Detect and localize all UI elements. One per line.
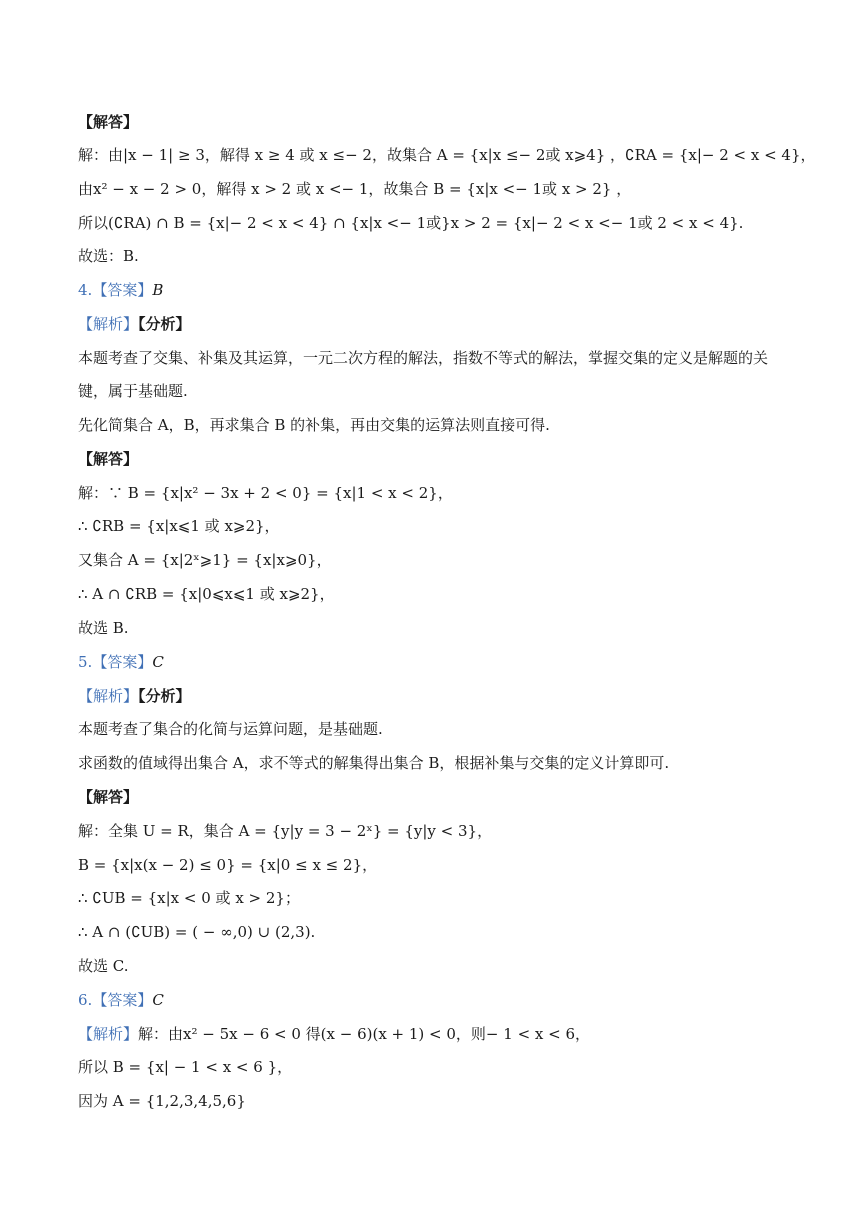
q4-answer-tag: 【答案】 xyxy=(92,281,153,299)
q4-fenxi-tag: 【分析】 xyxy=(138,315,191,333)
q4-solve-line-5: 故选 B. xyxy=(78,619,129,637)
q5-solve-line-2: B = {x|x(x − 2) ≤ 0} = {x|0 ≤ x ≤ 2}， xyxy=(78,856,378,874)
q6-answer: C xyxy=(152,991,164,1009)
q4-solve-line-3: 又集合 A = {x|2ˣ⩾1} = {x|x⩾0}， xyxy=(78,551,332,569)
q6-analysis-line xyxy=(78,1024,590,1044)
q5-answer-tag: 【答案】 xyxy=(92,653,153,671)
q6-solve-line-1: 解：由x² − 5x − 6 < 0 得(x − 6)(x + 1) < 0，则− 1 < x < 6， xyxy=(138,1025,591,1043)
q5-solve-line-5: 故选 C. xyxy=(78,957,129,975)
q4-solve-line-2: ∴ ∁RB = {x|x⩽1 或 x⩾2}， xyxy=(78,517,280,535)
q5-solve-header: 【解答】 xyxy=(78,788,139,806)
q6-analysis-tag: 【解析】 xyxy=(78,1025,139,1043)
q5-answer: C xyxy=(152,653,164,671)
q5-analysis-text-1: 本题考查了集合的化简与运算问题，是基础题. xyxy=(78,720,383,738)
q4-answer: B xyxy=(152,281,164,299)
q4-solve-line-4: ∴ A ∩ ∁RB = {x|0⩽x⩽1 或 x⩾2}， xyxy=(78,585,335,603)
q3-solve-line-2: 由x² − x − 2 > 0，解得 x > 2 或 x <− 1，故集合 B = {x|x <− 1或 x > 2} ， xyxy=(78,180,632,198)
q5-solve-line-3: ∴ ∁UB = {x|x < 0 或 x > 2}； xyxy=(78,889,300,907)
q5-analysis-text-2: 求函数的值域得出集合 A，求不等式的解集得出集合 B，根据补集与交集的定义计算即可. xyxy=(78,754,670,772)
q6-solve-line-2: 所以 B = {x| − 1 < x < 6 }， xyxy=(78,1058,293,1076)
q4-analysis-text-1: 本题考查了交集、补集及其运算，一元二次方程的解法，指数不等式的解法，掌握交集的定义是解题的关 xyxy=(78,349,769,367)
q4-analysis-text-2: 键，属于基础题. xyxy=(78,382,188,400)
q3-solve-line-3: 所以(∁RA) ∩ B = {x|− 2 < x < 4} ∩ {x|x <− 1或}x > 2 = {x|− 2 < x <− 1或 2 < x < 4}. xyxy=(78,214,744,232)
q4-number: 4. xyxy=(78,281,93,299)
q5-number: 5. xyxy=(78,653,93,671)
q5-answer-line xyxy=(78,652,164,672)
q5-solve-line-4: ∴ A ∩ (∁UB) = ( − ∞,0) ∪ (2,3). xyxy=(78,923,316,941)
q6-number: 6. xyxy=(78,991,93,1009)
q4-analysis-tag: 【解析】 xyxy=(78,315,139,333)
q3-solve-header: 【解答】 xyxy=(78,113,139,131)
q6-answer-line xyxy=(78,990,164,1010)
q4-analysis-text-3: 先化简集合 A，B，再求集合 B 的补集，再由交集的运算法则直接可得. xyxy=(78,416,550,434)
q5-solve-line-1: 解：全集 U = R，集合 A = {y|y = 3 − 2ˣ} = {y|y < 3}， xyxy=(78,822,493,840)
q5-fenxi-tag: 【分析】 xyxy=(138,687,191,705)
q5-analysis-line xyxy=(78,686,191,706)
q5-analysis-tag: 【解析】 xyxy=(78,687,139,705)
q4-solve-line-1: 解：∵ B = {x|x² − 3x + 2 < 0} = {x|1 < x < 2}， xyxy=(78,484,453,502)
q6-solve-line-3: 因为 A = {1,2,3,4,5,6} xyxy=(78,1092,246,1110)
q4-answer-line xyxy=(78,280,163,300)
q4-solve-header: 【解答】 xyxy=(78,450,139,468)
q3-solve-line-1: 解：由|x − 1| ≥ 3，解得 x ≥ 4 或 x ≤− 2，故集合 A = {x|x ≤− 2或 x⩾4} ，∁RA = {x|− 2 < x < 4}， xyxy=(78,146,816,164)
q3-solve-line-4: 故选：B. xyxy=(78,247,139,265)
q6-answer-tag: 【答案】 xyxy=(92,991,153,1009)
q4-analysis-line xyxy=(78,314,191,334)
